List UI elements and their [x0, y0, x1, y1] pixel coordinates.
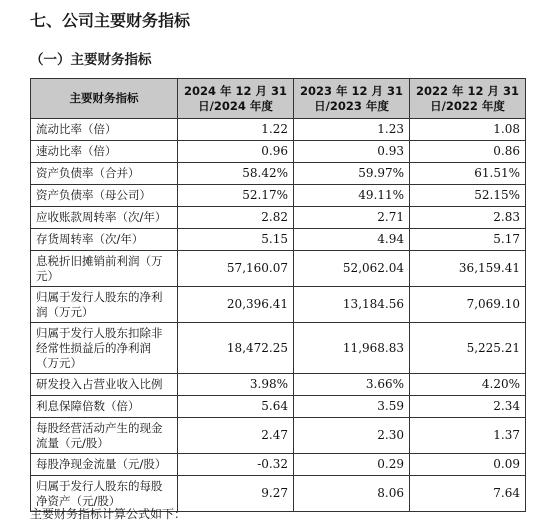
value-2023: 3.66% — [294, 374, 410, 396]
value-2024: 2.47 — [178, 418, 294, 454]
value-2024: 52.17% — [178, 185, 294, 207]
table-row — [31, 185, 526, 207]
row-label: 息税折旧摊销前利润（万元） — [31, 251, 178, 287]
row-label: 研发投入占营业收入比例 — [31, 374, 178, 396]
value-2022: 5,225.21 — [410, 323, 526, 374]
table-row — [31, 323, 526, 374]
table-row — [31, 119, 526, 141]
value-2022: 7,069.10 — [410, 287, 526, 323]
table-row — [31, 141, 526, 163]
value-2022: 4.20% — [410, 374, 526, 396]
value-2023: 52,062.04 — [294, 251, 410, 287]
row-label: 每股经营活动产生的现金流量（元/股） — [31, 418, 178, 454]
row-label: 归属于发行人股东的每股净资产（元/股） — [31, 476, 178, 512]
value-2024: 18,472.25 — [178, 323, 294, 374]
value-2023: 2.30 — [294, 418, 410, 454]
header-2024: 2024 年 12 月 31 日/2024 年度 — [178, 79, 294, 119]
table-row — [31, 374, 526, 396]
value-2023: 2.71 — [294, 207, 410, 229]
value-2024: 58.42% — [178, 163, 294, 185]
table-header-row — [31, 79, 526, 119]
value-2023: 4.94 — [294, 229, 410, 251]
header-2023: 2023 年 12 月 31 日/2023 年度 — [294, 79, 410, 119]
value-2022: 1.08 — [410, 119, 526, 141]
header-indicator: 主要财务指标 — [31, 79, 178, 119]
value-2024: 3.98% — [178, 374, 294, 396]
value-2023: 0.29 — [294, 454, 410, 476]
value-2022: 7.64 — [410, 476, 526, 512]
row-label: 利息保障倍数（倍） — [31, 396, 178, 418]
value-2022: 2.83 — [410, 207, 526, 229]
table-row — [31, 251, 526, 287]
value-2022: 5.17 — [410, 229, 526, 251]
value-2024: 9.27 — [178, 476, 294, 512]
value-2024: 5.15 — [178, 229, 294, 251]
table-row — [31, 229, 526, 251]
value-2023: 59.97% — [294, 163, 410, 185]
value-2024: 2.82 — [178, 207, 294, 229]
value-2024: -0.32 — [178, 454, 294, 476]
value-2024: 0.96 — [178, 141, 294, 163]
row-label: 流动比率（倍） — [31, 119, 178, 141]
value-2024: 1.22 — [178, 119, 294, 141]
value-2024: 20,396.41 — [178, 287, 294, 323]
value-2023: 3.59 — [294, 396, 410, 418]
row-label: 资产负债率（母公司） — [31, 185, 178, 207]
value-2022: 61.51% — [410, 163, 526, 185]
financial-indicators-table — [30, 78, 526, 512]
section-title: 七、公司主要财务指标 — [30, 11, 191, 30]
value-2023: 11,968.83 — [294, 323, 410, 374]
row-label: 每股净现金流量（元/股） — [31, 454, 178, 476]
table-row — [31, 418, 526, 454]
value-2023: 13,184.56 — [294, 287, 410, 323]
value-2022: 36,159.41 — [410, 251, 526, 287]
subsection-title: （一）主要财务指标 — [30, 52, 152, 68]
value-2022: 1.37 — [410, 418, 526, 454]
row-label: 归属于发行人股东扣除非经常性损益后的净利润（万元） — [31, 323, 178, 374]
value-2022: 0.86 — [410, 141, 526, 163]
value-2023: 49.11% — [294, 185, 410, 207]
table-row — [31, 207, 526, 229]
value-2023: 8.06 — [294, 476, 410, 512]
table-row — [31, 454, 526, 476]
value-2024: 57,160.07 — [178, 251, 294, 287]
row-label: 应收账款周转率（次/年） — [31, 207, 178, 229]
row-label: 速动比率（倍） — [31, 141, 178, 163]
value-2023: 1.23 — [294, 119, 410, 141]
value-2022: 0.09 — [410, 454, 526, 476]
value-2022: 2.34 — [410, 396, 526, 418]
header-2022: 2022 年 12 月 31 日/2022 年度 — [410, 79, 526, 119]
row-label: 资产负债率（合并） — [31, 163, 178, 185]
table-row — [31, 163, 526, 185]
value-2022: 52.15% — [410, 185, 526, 207]
value-2024: 5.64 — [178, 396, 294, 418]
row-label: 归属于发行人股东的净利润（万元） — [31, 287, 178, 323]
table-row — [31, 396, 526, 418]
footnote: 主要财务指标计算公式如下： — [30, 507, 187, 521]
row-label: 存货周转率（次/年） — [31, 229, 178, 251]
value-2023: 0.93 — [294, 141, 410, 163]
table-row — [31, 287, 526, 323]
